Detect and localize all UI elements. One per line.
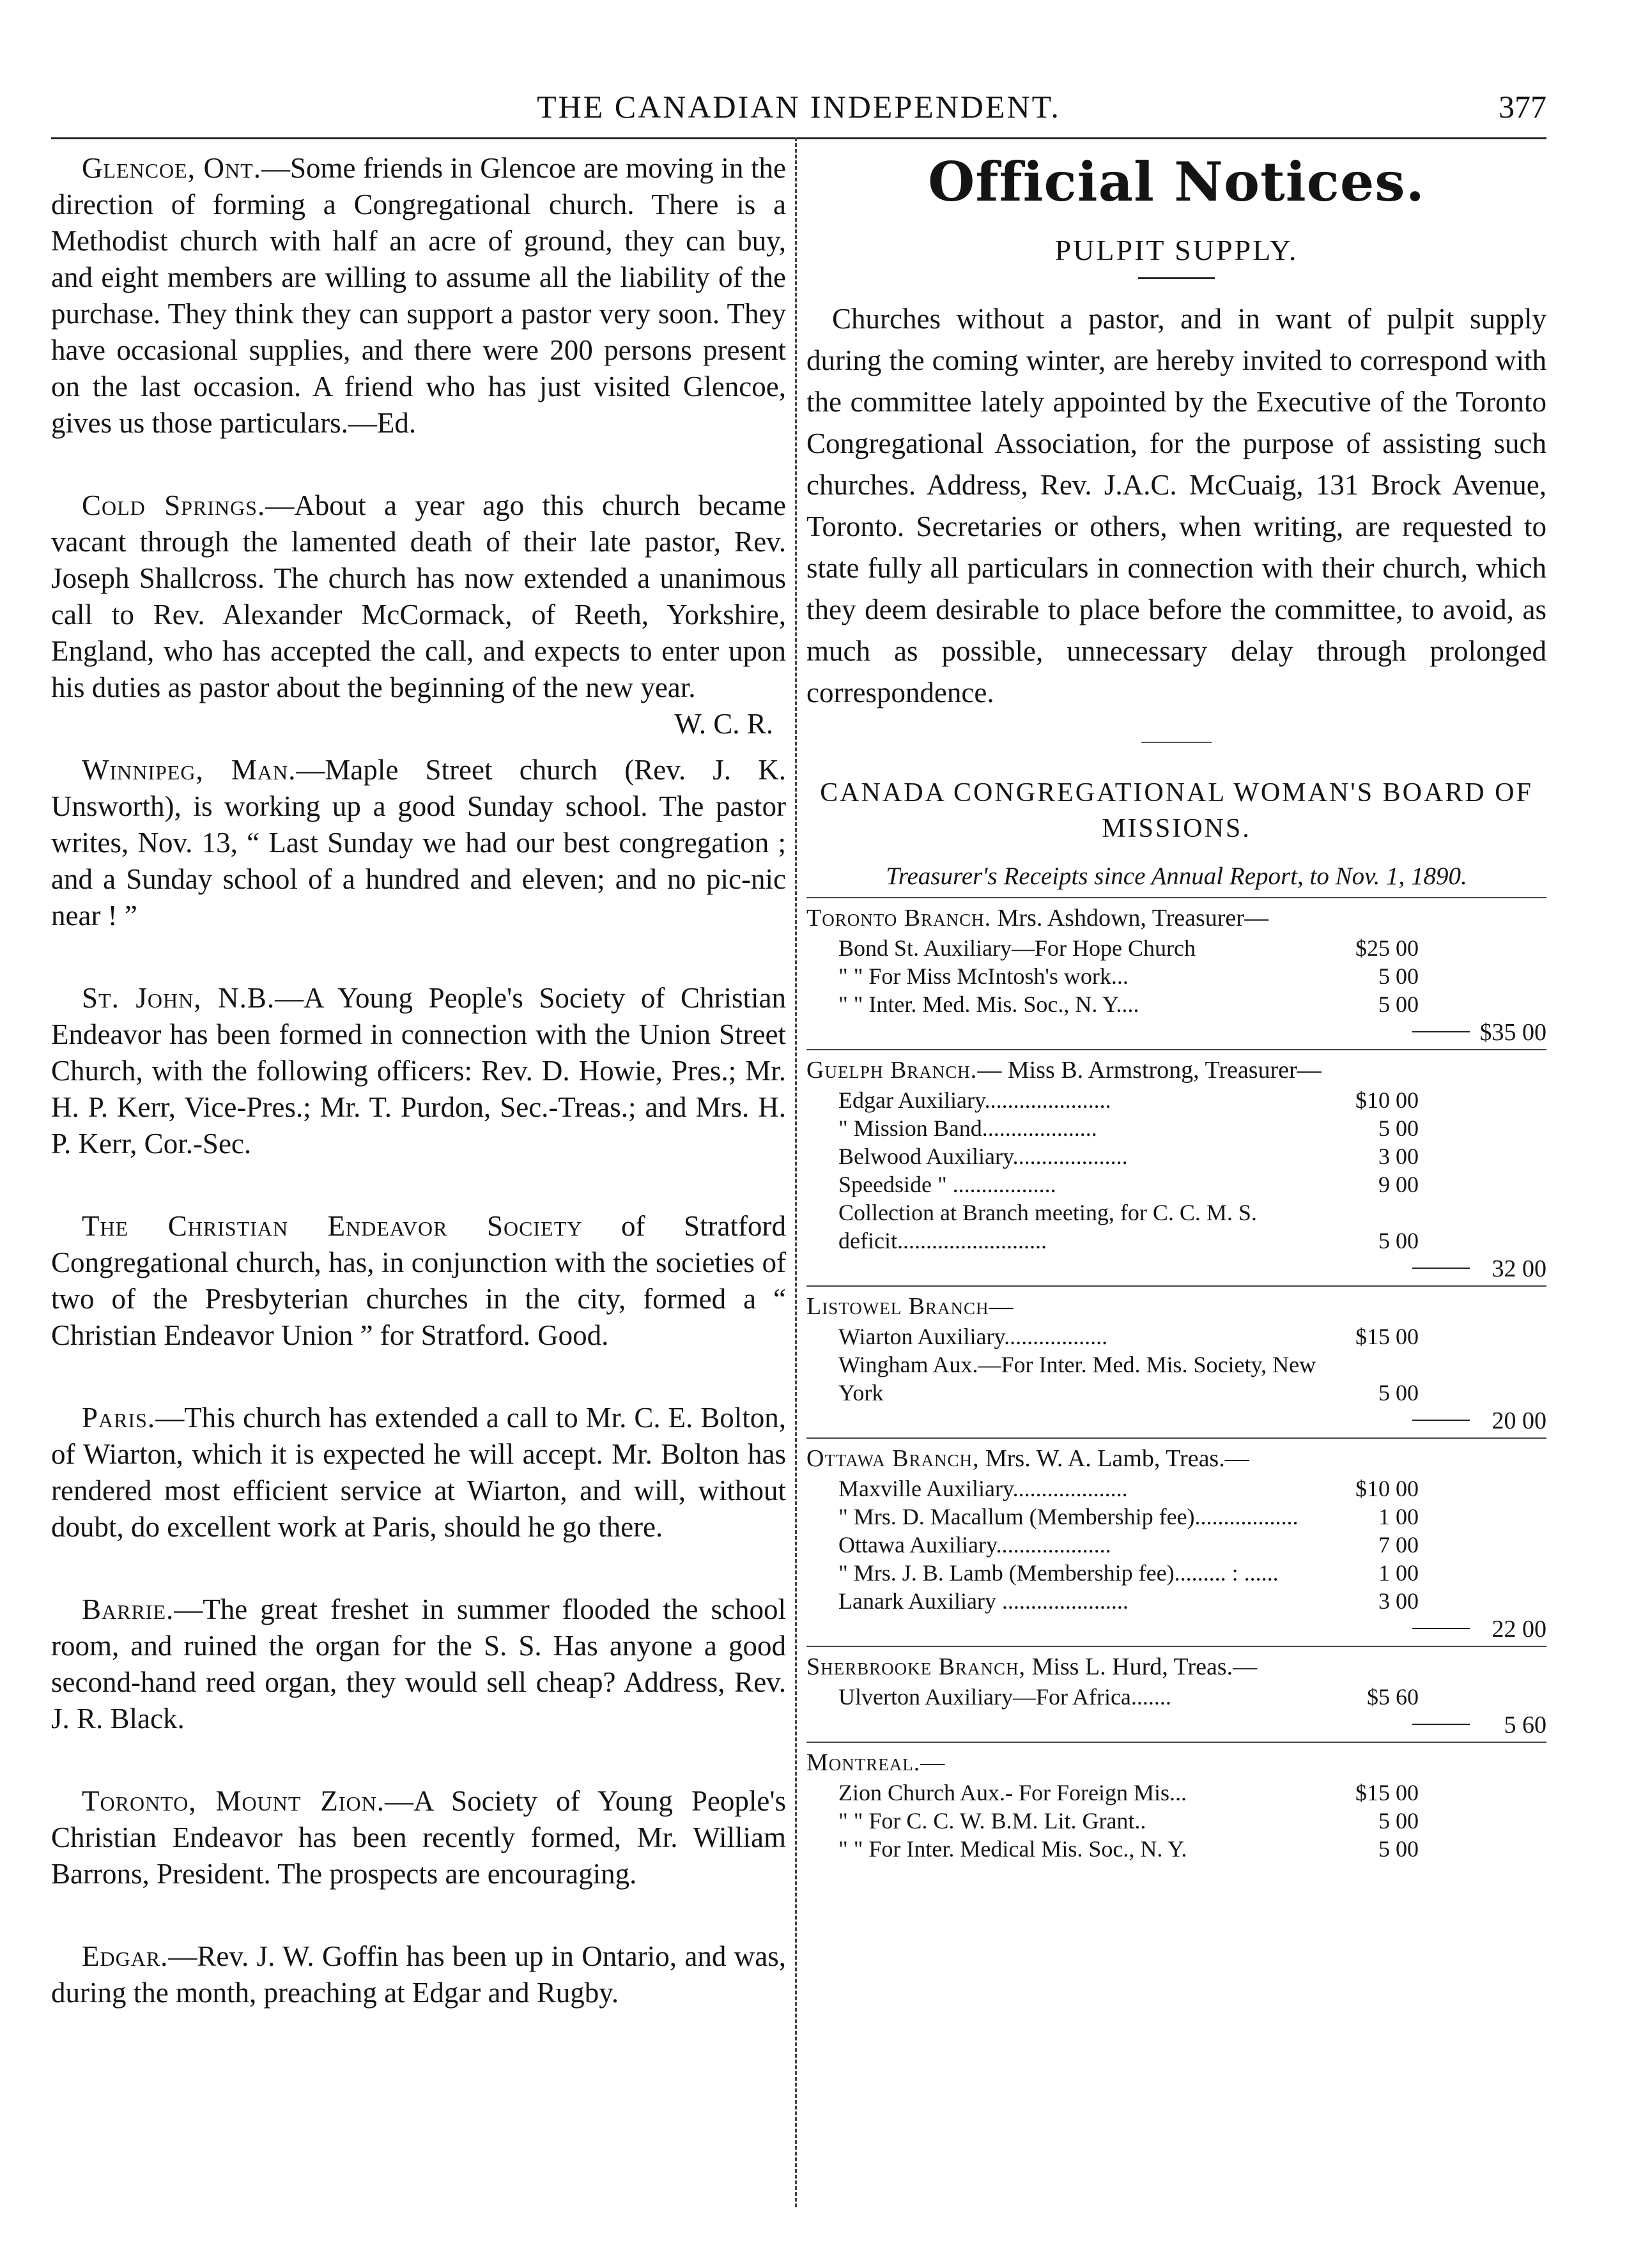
page-number: 377 <box>1499 89 1546 125</box>
branch-name: Sherbrooke Branch, <box>806 1653 1026 1680</box>
receipt-entry <box>806 1807 1546 1835</box>
branch-total-line <box>806 1407 1546 1436</box>
item-lead: Barrie. <box>82 1593 174 1625</box>
item-signature: W. C. R. <box>674 708 773 740</box>
item-text: —Rev. J. W. Goffin has been up in Ontario, and was, during the month, preaching at Edgar and Rugby. <box>51 1940 786 2009</box>
header-rule <box>51 137 1546 139</box>
news-item-cold-springs <box>51 487 786 740</box>
receipt-description: " Mrs. J. B. Lamb (Membership fee)......... : ...... <box>838 1560 1279 1586</box>
branch-total: $35 00 <box>1479 1019 1546 1046</box>
receipt-amount: 5 00 <box>1378 1380 1419 1406</box>
receipt-amount: 5 00 <box>1378 963 1419 989</box>
item-lead: Glencoe, Ont. <box>82 152 261 184</box>
total-rule <box>1412 1268 1470 1269</box>
receipt-entry <box>806 962 1546 990</box>
section-rule <box>1141 742 1212 743</box>
branch-total: 22 00 <box>1492 1616 1546 1643</box>
news-item-st-john <box>51 980 786 1162</box>
branch-header <box>806 1443 1546 1475</box>
receipt-entry <box>806 1531 1546 1559</box>
branch-block <box>806 1437 1546 1644</box>
receipt-description: Belwood Auxiliary.................... <box>838 1144 1128 1169</box>
branch-total-line <box>806 1018 1546 1048</box>
branch-treasurer: Miss L. Hurd, Treas.— <box>1026 1653 1258 1680</box>
branch-total: 32 00 <box>1492 1255 1546 1282</box>
column-divider <box>795 137 797 2207</box>
receipt-description: Wingham Aux.—For Inter. Med. Mis. Society, New York <box>838 1352 1316 1406</box>
receipt-description: Speedside " .................. <box>838 1172 1056 1197</box>
receipt-amount: 5 00 <box>1378 1836 1419 1862</box>
receipt-description: Ottawa Auxiliary.................... <box>838 1532 1111 1558</box>
official-notices-heading: Official Notices. <box>928 150 1425 213</box>
item-text: —Some friends in Glencoe are moving in the direction of forming a Congregational church. There is a Methodist church with half an acre of ground, they can buy, and eight members are willing to assume all the liability of the purchase. They think they can support a pastor very soon. They have occasional supplies, and there were 200 persons present on the last occasion. A friend who has just visited Glencoe, gives us those particulars.—Ed. <box>51 152 786 439</box>
receipt-entry <box>806 1683 1546 1711</box>
branch-total-line <box>806 1255 1546 1284</box>
total-rule <box>1412 1628 1470 1629</box>
item-text: —The great freshet in summer flooded the school room, and ruined the organ for the S. S. Has anyone a good second-hand reed organ, they would sell cheap? Address, Rev. J. R. Black. <box>51 1593 786 1735</box>
item-text: —A Young People's Society of Christian Endeavor has been formed in connection with the Union Street Church, with the following officers: Rev. D. Howie, Pres.; Mr. H. P. Kerr, Vice-Pres.; Mr. T. Purdon, Sec.-Treas.; and Mrs. H. P. Kerr, Cor.-Sec. <box>51 982 786 1160</box>
branch-name: Ottawa Branch, <box>806 1445 980 1472</box>
item-text: —Maple Street church (Rev. J. K. Unsworth), is working up a good Sunday school. The pastor writes, Nov. 13, “ Last Sunday we had our best congregation ; and a Sunday school of a hundred and eleven; and no pic-nic near ! ” <box>51 754 786 931</box>
receipt-description: Bond St. Auxiliary—For Hope Church <box>838 935 1196 961</box>
receipt-entry <box>806 1114 1546 1142</box>
branch-name: Listowel Branch— <box>806 1293 1014 1320</box>
receipt-amount: $15 00 <box>1355 1324 1419 1349</box>
branch-treasurer: — Miss B. Armstrong, Treasurer— <box>977 1057 1322 1084</box>
receipt-description: " " Inter. Med. Mis. Soc., N. Y.... <box>838 992 1139 1017</box>
womans-board-heading: CANADA CONGREGATIONAL WOMAN'S BOARD OF MISSIONS. <box>820 778 1533 843</box>
branch-name: Montreal.— <box>806 1749 946 1776</box>
receipt-entry <box>806 1170 1546 1199</box>
branch-name: Toronto Branch. <box>806 905 992 931</box>
item-lead: St. John, N.B. <box>82 982 275 1014</box>
receipt-description: " Mrs. D. Macallum (Membership fee).................. <box>838 1504 1299 1529</box>
receipt-description: " " For Miss McIntosh's work... <box>838 963 1129 989</box>
receipt-amount: 5 00 <box>1378 1228 1419 1253</box>
item-text: of Stratford Congregational church, has, in conjunction with the societies of two of the Presbyterian churches in the city, formed a “ Christian Endeavor Union ” for Stratford. Good. <box>51 1210 786 1351</box>
receipt-entry <box>806 990 1546 1018</box>
receipt-entry <box>806 1475 1546 1503</box>
item-lead: The Christian Endeavor Society <box>82 1210 583 1242</box>
receipt-entry <box>806 1351 1546 1407</box>
receipt-description: " " For C. C. W. B.M. Lit. Grant.. <box>838 1808 1146 1834</box>
item-lead: Winnipeg, Man. <box>82 754 297 786</box>
branch-header <box>806 1747 1546 1779</box>
branch-total: 5 60 <box>1504 1712 1546 1738</box>
item-text: —A Society of Young People's Christian Endeavor has been recently formed, Mr. William Barrons, President. The prospects are encouraging. <box>51 1785 786 1890</box>
branch-total-line <box>806 1615 1546 1644</box>
receipt-entry <box>806 1559 1546 1587</box>
news-item-winnipeg <box>51 752 786 934</box>
item-lead: Toronto, Mount Zion. <box>82 1785 385 1817</box>
receipt-entry <box>806 1199 1546 1255</box>
receipt-amount: 1 00 <box>1378 1504 1419 1529</box>
receipts-caption: Treasurer's Receipts since Annual Report, to Nov. 1, 1890. <box>886 862 1467 890</box>
heading-rule <box>1138 277 1215 279</box>
right-column <box>806 150 1546 1863</box>
news-item-edgar <box>51 1938 786 2011</box>
news-item-glencoe <box>51 150 786 441</box>
total-rule <box>1412 1420 1470 1421</box>
item-lead: Edgar. <box>82 1940 169 1972</box>
branch-treasurer: Mrs. W. A. Lamb, Treas.— <box>979 1445 1249 1472</box>
branch-block <box>806 1285 1546 1436</box>
branch-block <box>806 1049 1546 1284</box>
receipt-amount: 5 00 <box>1378 1115 1419 1141</box>
branch-header <box>806 1291 1546 1322</box>
branch-block <box>806 1646 1546 1740</box>
receipt-amount: 7 00 <box>1378 1532 1419 1558</box>
branch-block <box>806 1742 1546 1863</box>
receipt-amount: $10 00 <box>1355 1476 1419 1501</box>
news-item-toronto-mount-zion <box>51 1783 786 1892</box>
receipt-entry <box>806 1779 1546 1807</box>
receipt-entry <box>806 1086 1546 1114</box>
branch-block <box>806 897 1546 1048</box>
branch-name: Guelph Branch. <box>806 1057 978 1084</box>
receipt-description: Maxville Auxiliary.................... <box>838 1476 1128 1501</box>
pulpit-supply-heading: PULPIT SUPPLY. <box>1054 234 1299 266</box>
branch-header <box>806 1651 1546 1683</box>
receipt-entry <box>806 1142 1546 1170</box>
receipt-amount: 1 00 <box>1378 1560 1419 1586</box>
branch-treasurer: Mrs. Ashdown, Treasurer— <box>991 905 1268 931</box>
receipt-description: Edgar Auxiliary...................... <box>838 1087 1111 1113</box>
receipt-amount: $15 00 <box>1355 1780 1419 1805</box>
receipt-description: Wiarton Auxiliary.................. <box>838 1324 1108 1349</box>
receipt-description: Collection at Branch meeting, for C. C. M. S. deficit.......................... <box>838 1200 1257 1253</box>
branch-total: 20 00 <box>1492 1407 1546 1434</box>
left-column <box>51 150 786 2057</box>
receipt-amount: 3 00 <box>1378 1588 1419 1614</box>
receipt-description: Zion Church Aux.- For Foreign Mis... <box>838 1780 1187 1805</box>
item-lead: Cold Springs. <box>82 489 266 521</box>
receipt-entry <box>806 1322 1546 1351</box>
receipt-description: Ulverton Auxiliary—For Africa....... <box>838 1684 1171 1710</box>
receipt-entry <box>806 1503 1546 1531</box>
receipt-amount: $25 00 <box>1355 935 1419 961</box>
news-item-stratford <box>51 1208 786 1354</box>
receipt-description: Lanark Auxiliary ...................... <box>838 1588 1129 1614</box>
receipt-entry <box>806 1587 1546 1615</box>
branch-header <box>806 1054 1546 1086</box>
running-title: THE CANADIAN INDEPENDENT. <box>537 89 1061 125</box>
receipt-description: " Mission Band.................... <box>838 1115 1097 1141</box>
receipt-entry <box>806 934 1546 962</box>
total-rule <box>1412 1724 1470 1725</box>
branch-total-line <box>806 1711 1546 1740</box>
news-item-barrie <box>51 1591 786 1737</box>
receipts-list <box>806 897 1546 1863</box>
receipt-amount: $5 60 <box>1367 1684 1419 1710</box>
receipt-entry <box>806 1835 1546 1863</box>
news-item-paris <box>51 1400 786 1545</box>
pulpit-supply-text: Churches without a pastor, and in want of pulpit supply during the coming winter, are hereby invited to correspond with the committee lately appointed by the Executive of the Toronto Congregational Association, for the purpose of assisting such churches. Address, Rev. J.A.C. McCuaig, 131 Brock Avenue, Toronto. Secretaries or others, when writing, are requested to state fully all particulars in connection with their church, which they deem desirable to place before the committee, to avoid, as much as possible, unnecessary delay through prolonged correspondence. <box>806 303 1546 709</box>
item-lead: Paris. <box>82 1402 156 1434</box>
receipt-amount: 9 00 <box>1378 1172 1419 1197</box>
branch-header <box>806 902 1546 934</box>
total-rule <box>1412 1031 1470 1032</box>
receipt-amount: 5 00 <box>1378 1808 1419 1834</box>
item-text: —This church has extended a call to Mr. C. E. Bolton, of Wiarton, which it is expected he will accept. Mr. Bolton has rendered most efficient service at Wiarton, and will, without doubt, do excellent work at Paris, should he go there. <box>51 1402 786 1543</box>
receipt-amount: $10 00 <box>1355 1087 1419 1113</box>
receipt-amount: 3 00 <box>1378 1144 1419 1169</box>
receipt-description: " " For Inter. Medical Mis. Soc., N. Y. <box>838 1836 1187 1862</box>
receipt-amount: 5 00 <box>1378 992 1419 1017</box>
running-header <box>51 83 1546 134</box>
item-text: —About a year ago this church became vacant through the lamented death of their late pastor, Rev. Joseph Shallcross. The church has now extended a unanimous call to Rev. Alexander McCormack, of Reeth, Yorkshire, England, who has accepted the call, and expects to enter upon his duties as pastor about the beginning of the new year. <box>51 489 786 703</box>
